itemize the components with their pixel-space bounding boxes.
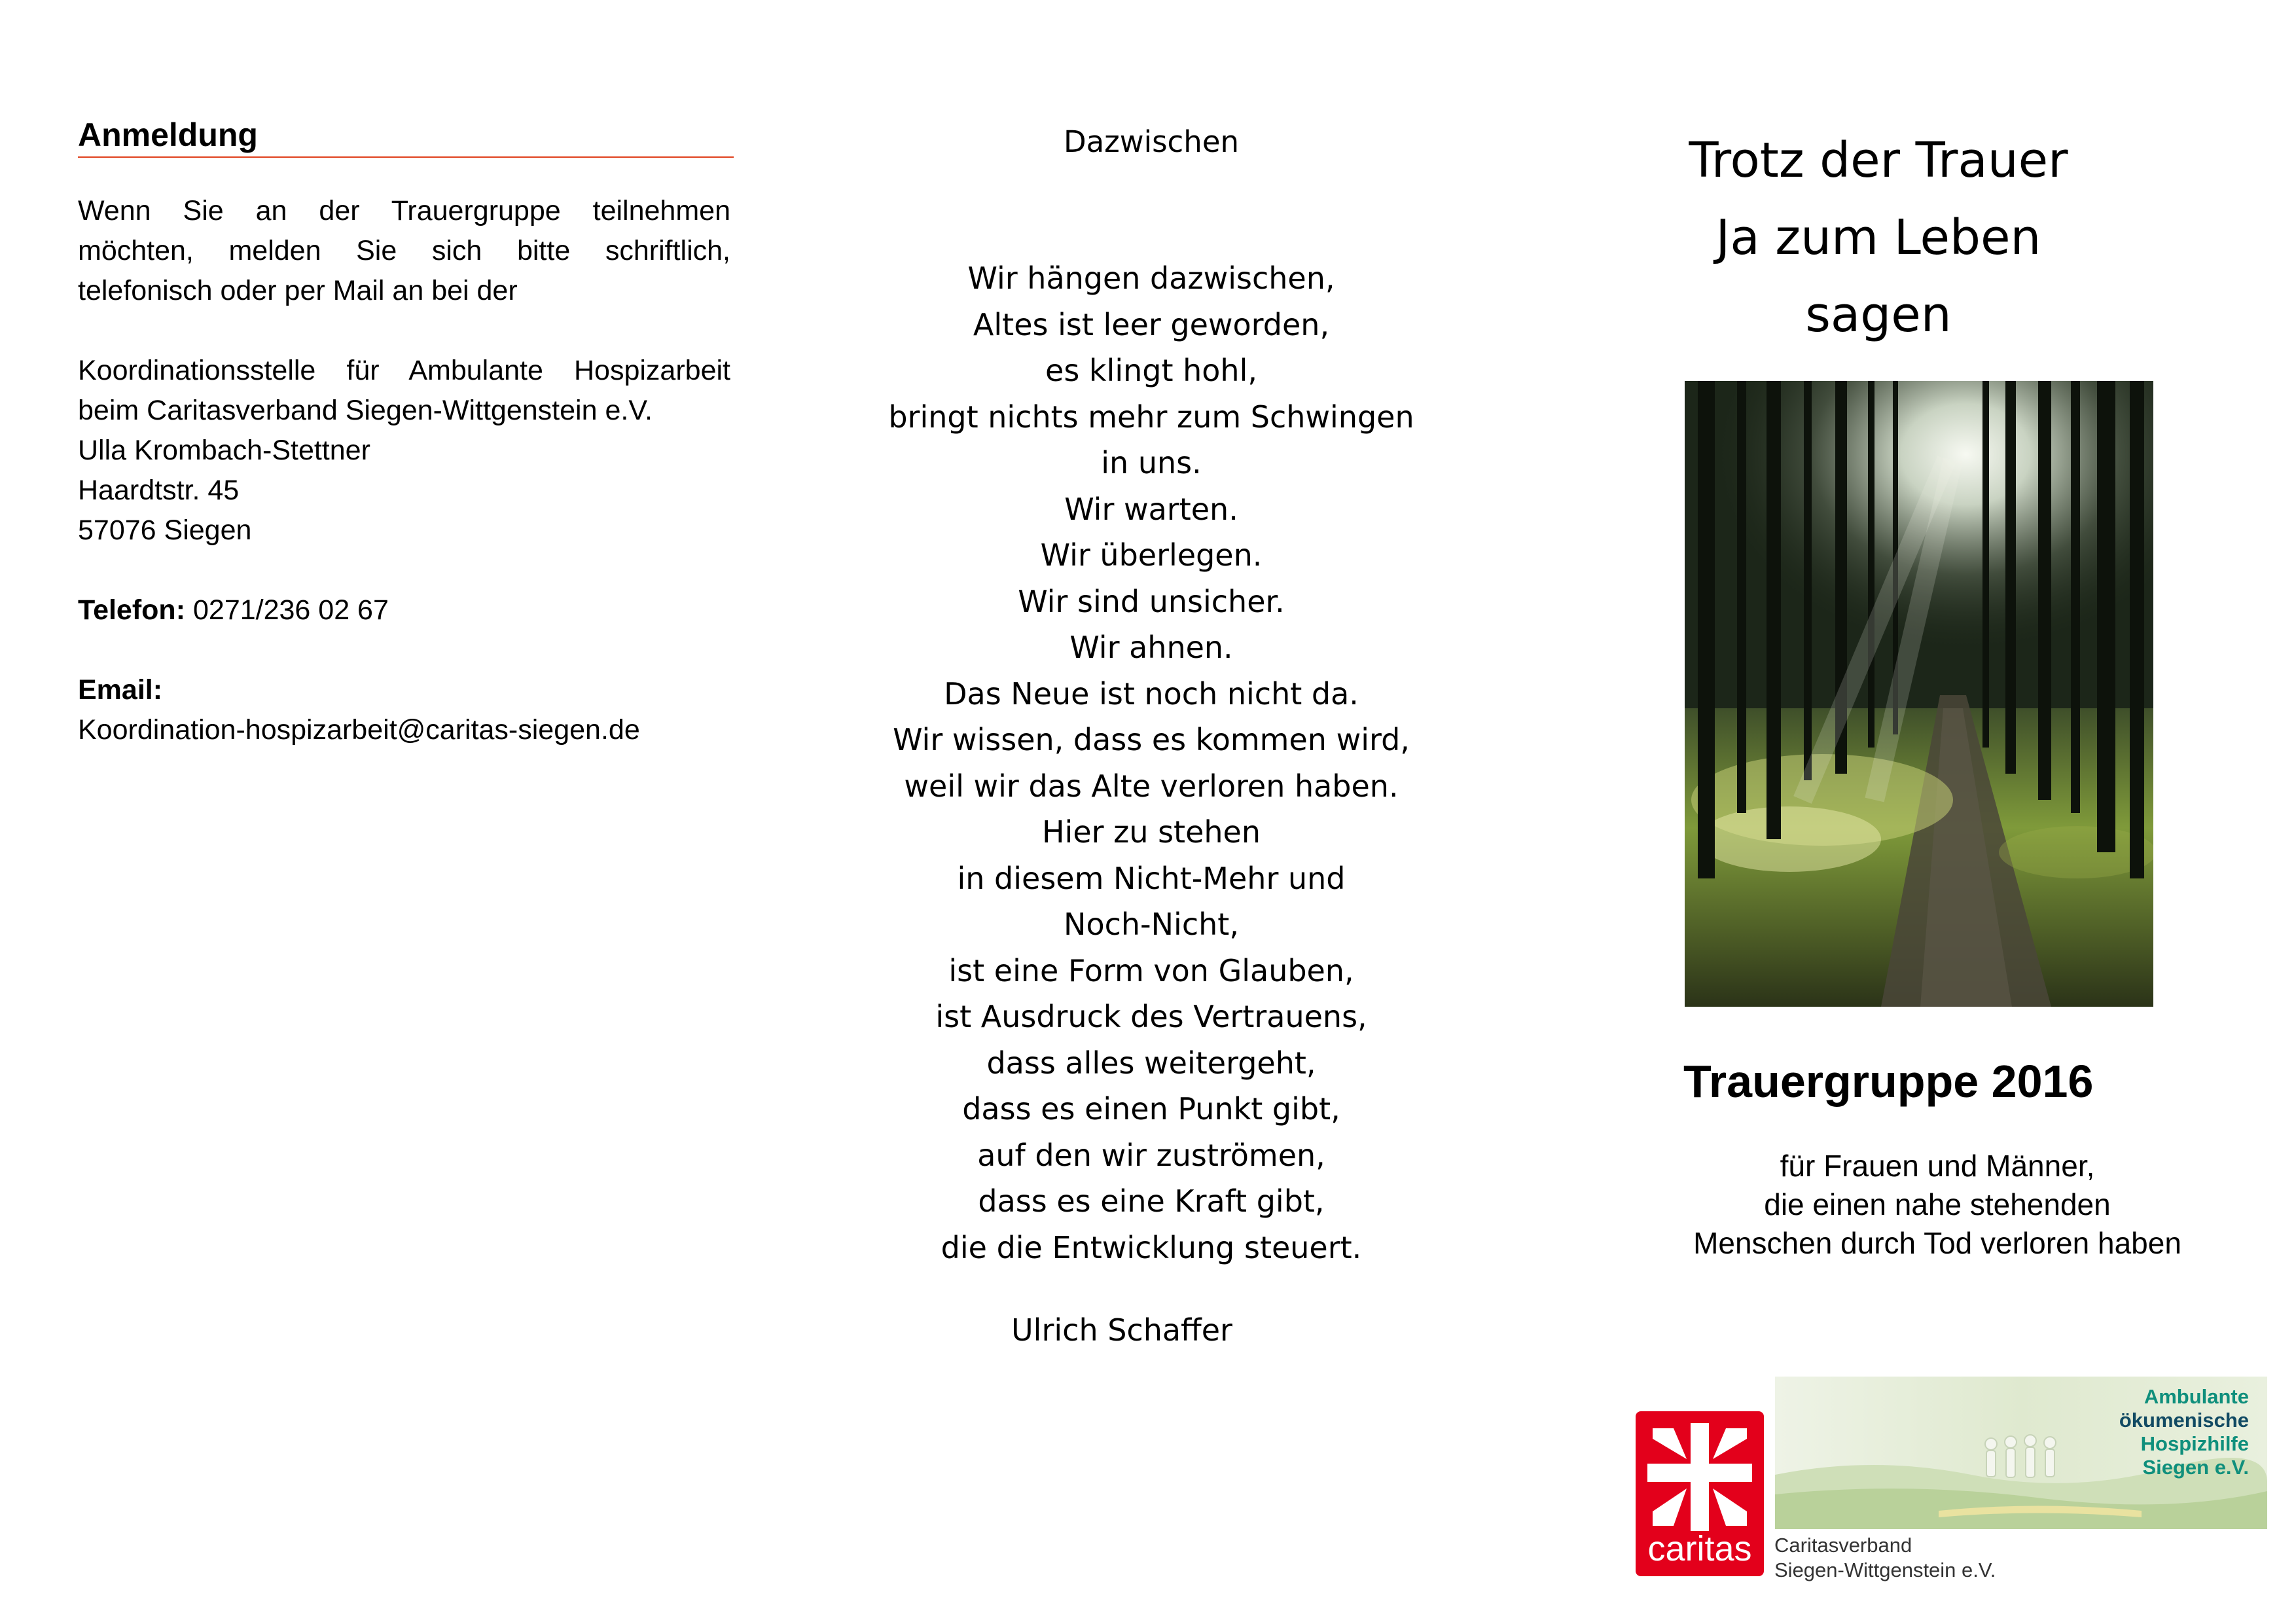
poem-line: dass alles weitergeht, (986, 1045, 1316, 1081)
poem-line: Wir überlegen. (1040, 537, 1263, 573)
caritas-org-line: Siegen-Wittgenstein e.V. (1774, 1559, 1996, 1581)
address-line: Ulla Krombach-Stettner (78, 435, 370, 466)
phone-label: Telefon: (78, 594, 186, 626)
poem-line: ist Ausdruck des Vertrauens, (935, 999, 1367, 1034)
caritas-cross-icon (1647, 1423, 1752, 1531)
caritas-organization-name (1774, 1533, 1996, 1583)
hospiz-line: ökumenische (2119, 1409, 2249, 1432)
email-value: Koordination-hospizarbeit@caritas-siegen.de (78, 714, 640, 746)
poem-line: die die Entwicklung steuert. (941, 1229, 1362, 1265)
poem-line: Wir wissen, dass es kommen wird, (893, 722, 1410, 757)
registration-panel (78, 115, 730, 750)
email-label: Email: (78, 674, 163, 706)
poem-line: weil wir das Alte verloren haben. (904, 768, 1399, 804)
poem-line: Wir hängen dazwischen, (967, 261, 1335, 296)
poem-line: Noch-Nicht, (1064, 907, 1239, 942)
caritas-org-line: Caritasverband (1774, 1534, 1912, 1557)
phone-value: 0271/236 02 67 (192, 594, 389, 626)
poem-line: Wir ahnen. (1069, 630, 1233, 665)
registration-intro: Wenn Sie an der Trauergruppe teilnehmen möchten, melden Sie sich bitte schriftlich, telefonisch oder per Mail an bei der (78, 195, 730, 306)
forest-path-photo (1685, 381, 2153, 1007)
headline-line: Ja zum Leben (1715, 209, 2041, 266)
poem-line: dass es einen Punkt gibt, (962, 1091, 1340, 1127)
poem-line: Wir warten. (1064, 491, 1238, 527)
hospiz-logo-text (2119, 1385, 2249, 1479)
phone-row (78, 590, 730, 630)
caritas-wordmark: caritas (1647, 1529, 1752, 1568)
address-line: 57076 Siegen (78, 514, 252, 546)
hospiz-line: Ambulante (2144, 1385, 2249, 1408)
address-line: beim Caritasverband Siegen-Wittgenstein e.V. (78, 395, 653, 426)
subtitle-line: für Frauen und Männer, (1780, 1149, 2095, 1183)
cover-headline (1597, 122, 2160, 353)
caritas-logo (1636, 1411, 1764, 1576)
email-row (78, 670, 730, 750)
registration-heading: Anmeldung (78, 117, 258, 153)
heading-divider (78, 156, 734, 158)
poem-text (811, 255, 1492, 1271)
poem-line: in diesem Nicht-Mehr und (957, 860, 1346, 896)
hospiz-line: Siegen e.V. (2142, 1456, 2249, 1479)
hospiz-line: Hospizhilfe (2140, 1432, 2249, 1455)
poem-line: bringt nichts mehr zum Schwingen (888, 399, 1414, 435)
group-title: Trauergruppe 2016 (1683, 1056, 2094, 1107)
subtitle-line: die einen nahe stehenden (1764, 1187, 2111, 1221)
poem-line: ist eine Form von Glauben, (948, 952, 1354, 988)
poem-title: Dazwischen (1063, 124, 1240, 159)
contact-address (78, 351, 730, 550)
address-line: Haardtstr. 45 (78, 475, 240, 506)
poem-line: dass es eine Kraft gibt, (978, 1183, 1325, 1219)
group-subtitle (1636, 1147, 2238, 1263)
poem-line: es klingt hohl, (1045, 353, 1257, 388)
poem-line: Wir sind unsicher. (1018, 583, 1285, 619)
poem-line: auf den wir zuströmen, (977, 1137, 1325, 1173)
poem-line: Altes ist leer geworden, (973, 306, 1330, 342)
poem-author: Ulrich Schaffer (1011, 1312, 1232, 1348)
subtitle-line: Menschen durch Tod verloren haben (1693, 1226, 2181, 1260)
headline-line: sagen (1805, 287, 1952, 343)
address-line: Koordinationsstelle für Ambulante Hospizarbeit (78, 355, 730, 386)
headline-line: Trotz der Trauer (1689, 132, 2068, 189)
poem-line: in uns. (1101, 445, 1202, 480)
poem-line: Das Neue ist noch nicht da. (944, 676, 1359, 712)
poem-line: Hier zu stehen (1041, 814, 1261, 850)
